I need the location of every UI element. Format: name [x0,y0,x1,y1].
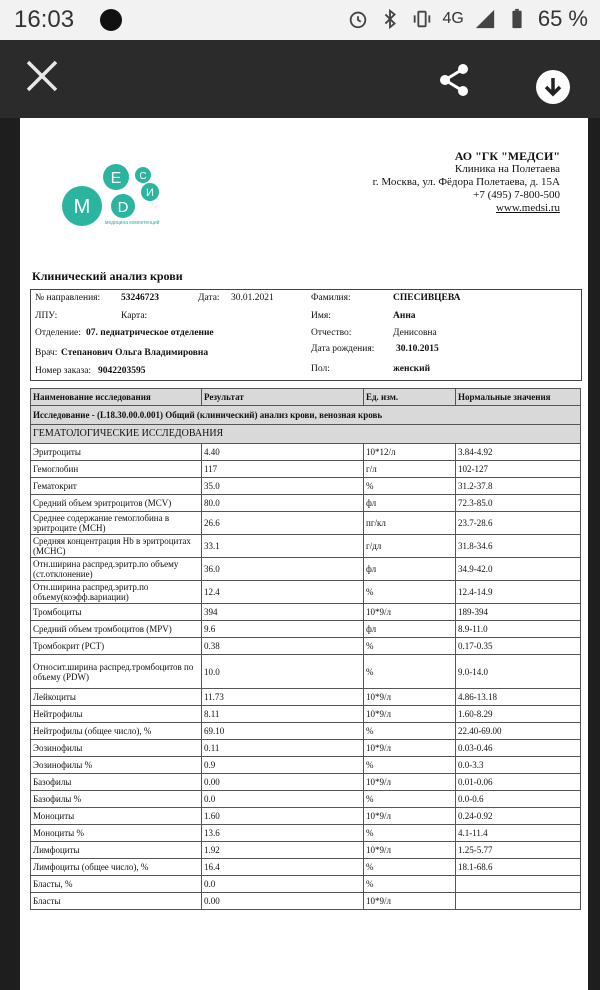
test-name: Средняя концентрация Hb в эритроцитах (MCHC) [31,535,202,558]
direction-label: № направления: [35,293,101,303]
unit-value: % [364,478,456,495]
result-value: 33.1 [202,535,364,558]
norm-value: 102-127 [456,461,581,478]
table-row [31,825,581,842]
unit-value: 10*9/л [364,604,456,621]
test-name: Базофилы % [31,791,202,808]
department-label: Отделение: [35,328,81,338]
unit-value: фл [364,621,456,638]
company-phone: +7 (495) 7-800-500 [473,189,560,201]
result-value: 9.6 [202,621,364,638]
result-value: 394 [202,604,364,621]
table-row [31,808,581,825]
share-icon[interactable] [436,62,472,98]
date-label: Дата: [198,293,220,303]
unit-value: 10*9/л [364,740,456,757]
unit-value: % [364,638,456,655]
study-name: Исследование - (L18.30.00.0.001) Общий (клинический) анализ крови, венозная кровь [31,406,581,425]
col-header-test: Наименование исследования [31,389,202,406]
norm-value: 18.1-68.6 [456,859,581,876]
test-name: Средний объем тромбоцитов (MPV) [31,621,202,638]
unit-value: % [364,791,456,808]
table-row [31,512,581,535]
patronymic-label: Отчество: [311,328,352,338]
status-time: 16:03 [14,6,75,33]
date-value: 30.01.2021 [231,293,274,303]
section-name: ГЕМАТОЛОГИЧЕСКИЕ ИССЛЕДОВАНИЯ [31,425,581,444]
norm-value: 0.03-0.46 [456,740,581,757]
test-name: Отн.ширина распред.эритр.по объему(коэфф.вариации) [31,581,202,604]
unit-value: г/л [364,461,456,478]
test-name: Тромбоциты [31,604,202,621]
norm-value: 72.3-85.0 [456,495,581,512]
surname-label: Фамилия: [311,293,351,303]
test-name: Средний объем эритроцитов (MCV) [31,495,202,512]
order-value: 9042203595 [98,366,146,376]
result-value: 69.10 [202,723,364,740]
test-name: Эозинофилы [31,740,202,757]
table-row [31,842,581,859]
doctor-value: Степанович Ольга Владимировна [61,348,209,358]
norm-value: 12.4-14.9 [456,581,581,604]
norm-value [456,876,581,893]
unit-value: % [364,876,456,893]
table-row [31,655,581,689]
table-row [31,859,581,876]
result-value: 11.73 [202,689,364,706]
result-value: 1.60 [202,808,364,825]
norm-value: 9.0-14.0 [456,655,581,689]
norm-value: 0.0-0.6 [456,791,581,808]
result-value: 16.4 [202,859,364,876]
result-value: 36.0 [202,558,364,581]
viewer-toolbar [0,40,600,118]
test-name: Базофилы [31,774,202,791]
norm-value: 4.86-13.18 [456,689,581,706]
norm-value: 0.17-0.35 [456,638,581,655]
name-label: Имя: [311,311,331,321]
table-row [31,740,581,757]
table-row [31,689,581,706]
table-row [31,478,581,495]
table-row [31,621,581,638]
unit-value: % [364,859,456,876]
order-label: Номер заказа: [35,366,92,376]
company-header [373,150,560,215]
unit-value: пг/кл [364,512,456,535]
test-name: Эозинофилы % [31,757,202,774]
logo-letter: И [146,187,154,199]
norm-value: 189-394 [456,604,581,621]
test-name: Эритроциты [31,444,202,461]
norm-value: 0.01-0.06 [456,774,581,791]
test-name: Лимфоциты (общее число), % [31,859,202,876]
result-value: 0.9 [202,757,364,774]
unit-value: % [364,655,456,689]
col-header-unit: Ед. изм. [364,389,456,406]
table-row [31,893,581,910]
results-table [30,388,581,910]
test-name: Лейкоциты [31,689,202,706]
table-row [31,535,581,558]
col-header-norm: Нормальные значения [456,389,581,406]
result-value: 0.11 [202,740,364,757]
unit-value: 10*12/л [364,444,456,461]
test-name: Бласты [31,893,202,910]
unit-value: % [364,757,456,774]
norm-value: 0.0-3.3 [456,757,581,774]
birth-label: Дата рождения: [311,344,375,354]
result-value: 4.40 [202,444,364,461]
table-row [31,558,581,581]
company-name: АО "ГК "МЕДСИ" [454,149,560,163]
table-header-row [31,389,581,406]
test-name: Относит.ширина распред.тромбоцитов по объему (PDW) [31,655,202,689]
birth-value: 30.10.2015 [396,344,439,354]
test-name: Отн.ширина распред.эритр.по объему (ст.отклонение) [31,558,202,581]
result-value: 1.92 [202,842,364,859]
card-label: Карта: [121,311,148,321]
norm-value: 8.9-11.0 [456,621,581,638]
table-row [31,604,581,621]
department-value: 07. педиатрическое отделение [86,328,214,338]
table-row [31,723,581,740]
test-name: Тромбокрит (PCT) [31,638,202,655]
unit-value: 10*9/л [364,774,456,791]
section-row [31,425,581,444]
logo-tagline: медицина компетенций [105,220,160,226]
norm-value: 31.2-37.8 [456,478,581,495]
result-value: 0.0 [202,876,364,893]
direction-value: 53246723 [121,293,159,303]
document-title: Клинический анализ крови [32,269,183,283]
norm-value: 0.24-0.92 [456,808,581,825]
unit-value: фл [364,495,456,512]
test-name: Нейтрофилы (общее число), % [31,723,202,740]
sex-value: женский [393,364,431,374]
lpu-label: ЛПУ: [35,311,58,321]
table-row [31,791,581,808]
result-value: 12.4 [202,581,364,604]
surname-value: СПЕСИВЦЕВА [393,293,461,303]
result-value: 0.0 [202,791,364,808]
status-bar [0,0,600,40]
test-name: Нейтрофилы [31,706,202,723]
test-name: Моноциты [31,808,202,825]
result-value: 26.6 [202,512,364,535]
logo-letter: C [139,171,147,182]
result-value: 10.0 [202,655,364,689]
name-value: Анна [393,311,416,321]
norm-value: 31.8-34.6 [456,535,581,558]
bluetooth-icon [379,8,401,30]
col-header-result: Результат [202,389,364,406]
test-name: Гемоглобин [31,461,202,478]
status-icons [347,6,589,32]
unit-value: 10*9/л [364,842,456,859]
network-label: 4G [442,10,464,27]
norm-value: 23.7-28.6 [456,512,581,535]
unit-value: г/дл [364,535,456,558]
notification-dot-icon [100,9,122,31]
norm-value: 1.25-5.77 [456,842,581,859]
result-value: 8.11 [202,706,364,723]
medsi-logo [60,158,190,238]
unit-value: % [364,723,456,740]
alarm-icon [347,8,369,30]
norm-value: 1.60-8.29 [456,706,581,723]
unit-value: фл [364,558,456,581]
patronymic-value: Денисовна [393,328,437,338]
result-value: 80.0 [202,495,364,512]
test-name: Лимфоциты [31,842,202,859]
result-value: 0.38 [202,638,364,655]
test-name: Среднее содержание гемоглобина в эритроците (MCH) [31,512,202,535]
unit-value: % [364,825,456,842]
table-row [31,581,581,604]
table-row [31,774,581,791]
unit-value: 10*9/л [364,706,456,723]
table-row [31,495,581,512]
vibrate-icon [411,8,433,30]
test-name: Гематокрит [31,478,202,495]
norm-value: 34.9-42.0 [456,558,581,581]
study-row [31,406,581,425]
test-name: Моноциты % [31,825,202,842]
result-value: 0.00 [202,893,364,910]
battery-icon [506,8,528,30]
result-value: 117 [202,461,364,478]
table-row [31,444,581,461]
unit-value: 10*9/л [364,808,456,825]
result-value: 13.6 [202,825,364,842]
download-button[interactable] [536,70,570,104]
result-value: 35.0 [202,478,364,495]
doctor-label: Врач: [35,348,58,358]
battery-label: 65 % [537,6,588,31]
test-name: Бласты, % [31,876,202,893]
unit-value: 10*9/л [364,893,456,910]
unit-value: % [364,581,456,604]
norm-value: 22.40-69.00 [456,723,581,740]
company-address: г. Москва, ул. Фёдора Полетаева, д. 15А [372,176,560,188]
company-website[interactable]: www.medsi.ru [495,202,560,214]
table-row [31,757,581,774]
unit-value: 10*9/л [364,689,456,706]
document-page[interactable] [20,118,588,990]
patient-info-box [30,289,582,381]
norm-value [456,893,581,910]
norm-value: 4.1-11.4 [456,825,581,842]
logo-letter: D [117,199,129,216]
sex-label: Пол: [311,364,330,374]
close-icon[interactable] [22,56,62,96]
download-icon [536,70,570,104]
result-value: 0.00 [202,774,364,791]
signal-icon [474,8,496,30]
table-row [31,638,581,655]
table-row [31,706,581,723]
norm-value: 3.84-4.92 [456,444,581,461]
clinic-name: Клиника на Полетаева [454,163,560,175]
logo-letter: E [110,170,122,187]
logo-letter: M [73,196,91,218]
table-row [31,876,581,893]
table-row [31,461,581,478]
